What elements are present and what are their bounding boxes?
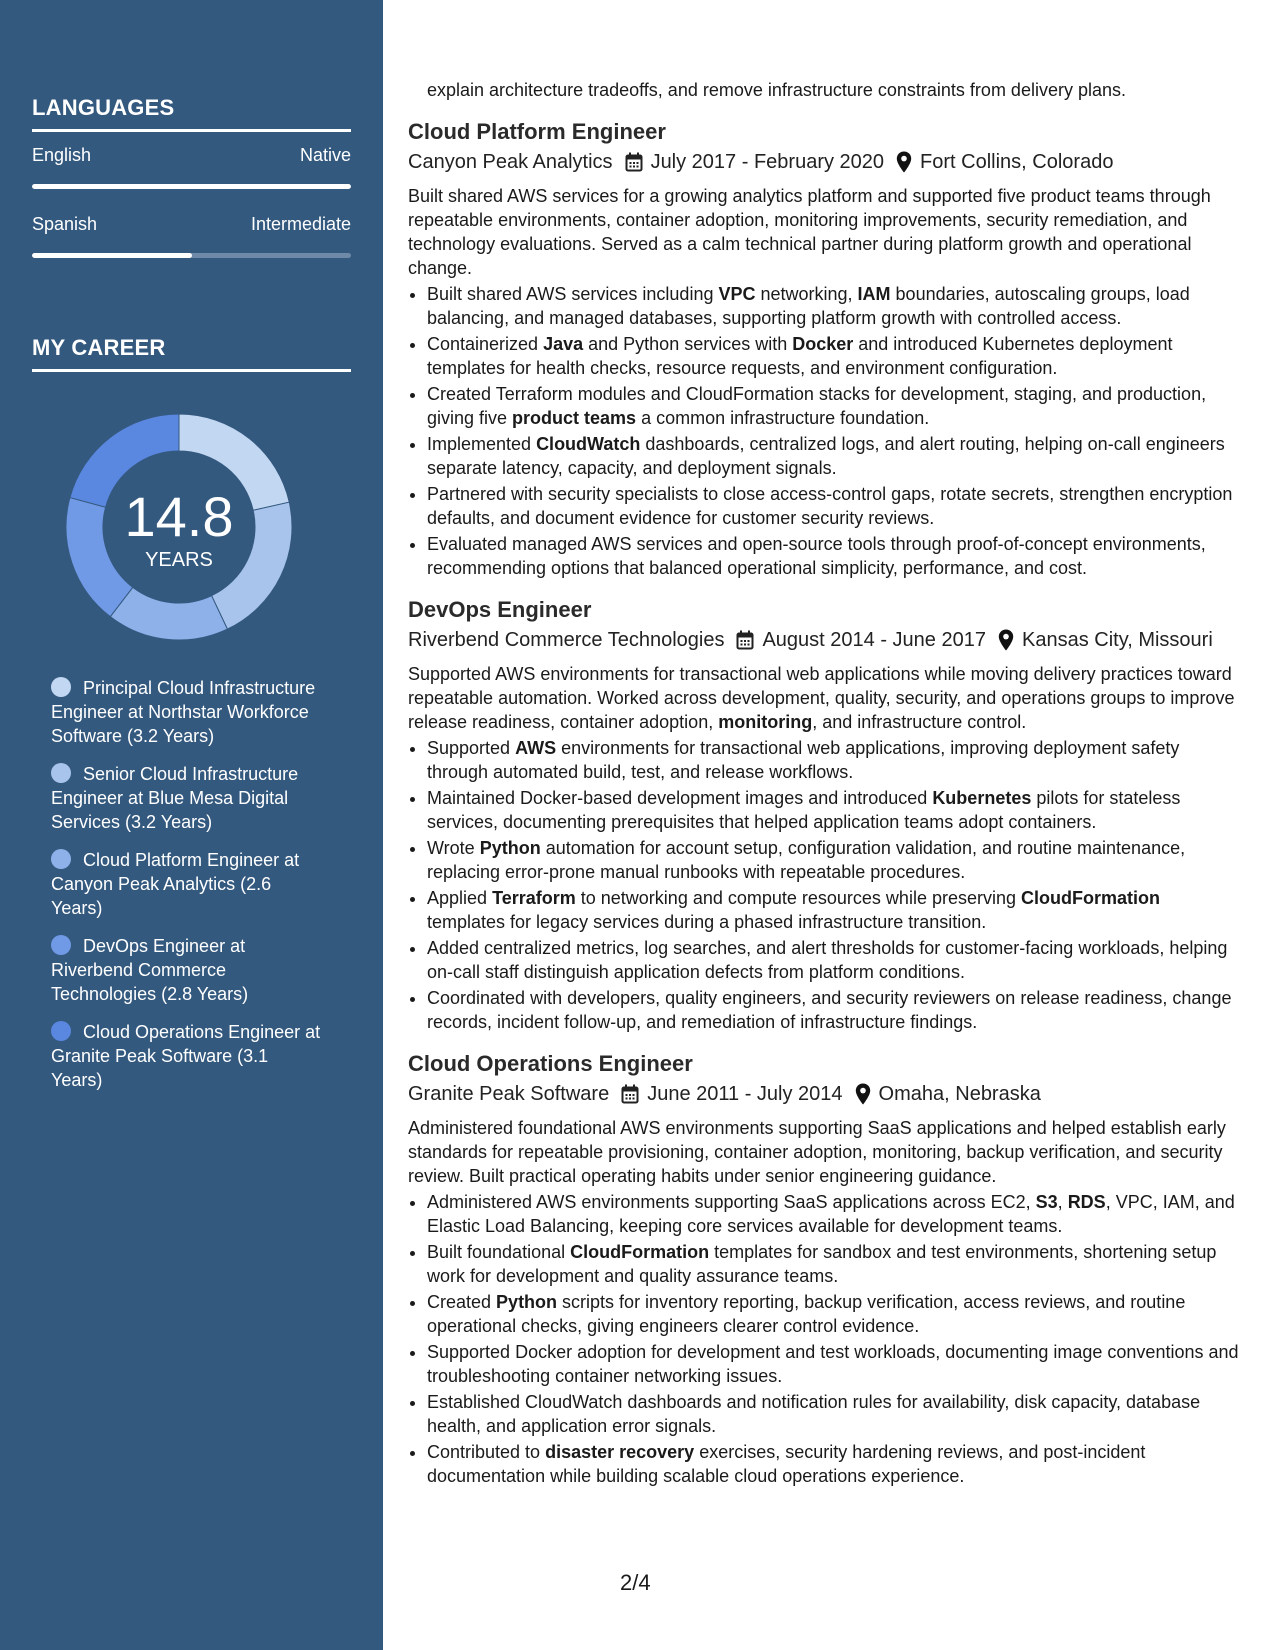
sidebar: [0, 0, 383, 1650]
job-bullet: • Partnered with security specialists to close access-control gaps, rotate secrets, strengthen encryption defaults, and document evidence for customer security reviews.: [427, 482, 1240, 530]
job-dates: August 2014 - June 2017: [762, 629, 986, 651]
calendar-icon: [621, 1084, 639, 1104]
legend-dot-icon: [51, 677, 71, 697]
job-bullet: • Evaluated managed AWS services and open-source tools through proof-of-concept environments, recommending options that balanced operational simplicity, performance, and cost.: [427, 532, 1240, 580]
language-row-english: [32, 145, 351, 166]
job-summary: Supported AWS environments for transactional web applications while moving delivery practices toward repeatable automation. Worked across development, quality, security, and operations groups to improve release readiness, container adoption, monitoring, and infrastructure control.: [408, 664, 1235, 732]
legend-dot-icon: [51, 763, 71, 783]
calendar-icon: [625, 152, 643, 172]
job-bullet: • Established CloudWatch dashboards and notification rules for availability, disk capacity, database health, and application error signals.: [427, 1390, 1240, 1438]
job-title: DevOps Engineer: [408, 597, 592, 622]
job-bullet: • Built foundational CloudFormation templates for sandbox and test environments, shortening setup work for development and quality assurance teams.: [427, 1240, 1240, 1288]
job-company: Granite Peak Software: [408, 1083, 610, 1105]
job-bullet: • Maintained Docker-based development images and introduced Kubernetes pilots for stateless services, documenting prerequisites that helped application teams adopt containers.: [427, 786, 1240, 834]
job-bullet: • Administered AWS environments supporting SaaS applications across EC2, S3, RDS, VPC, IAM, and Elastic Load Balancing, keeping core services available for development teams.: [427, 1190, 1240, 1238]
job-bullet: • Supported Docker adoption for development and test workloads, documenting image conventions and troubleshooting container networking issues.: [427, 1340, 1240, 1388]
total-years-unit: YEARS: [145, 548, 213, 571]
main-content: [408, 78, 1240, 1490]
language-bar-spanish: [32, 253, 351, 258]
languages-heading: LANGUAGES: [32, 95, 351, 132]
career-legend: [51, 676, 321, 1106]
career-legend-text: Senior Cloud Infrastructure Engineer at Blue Mesa Digital Services (3.2 Years): [51, 764, 299, 832]
job-bullet: • Contributed to disaster recovery exercises, security hardening reviews, and post-incident documentation while building scalable cloud operations experience.: [427, 1440, 1240, 1488]
job-meta: [408, 626, 1240, 654]
job-bullet: • Coordinated with developers, quality engineers, and security reviewers on release readiness, change records, incident follow-up, and remediation of infrastructure findings.: [427, 986, 1240, 1034]
location-pin-icon: [855, 1083, 871, 1105]
career-legend-item: [51, 762, 321, 834]
job-location: Fort Collins, Colorado: [920, 151, 1114, 173]
job-company: Canyon Peak Analytics: [408, 151, 613, 173]
job-meta: [408, 148, 1240, 176]
career-legend-item: [51, 1020, 321, 1092]
job-bullet: • Built shared AWS services including VPC networking, IAM boundaries, autoscaling groups, load balancing, and managed databases, supporting platform growth with controlled access.: [427, 282, 1240, 330]
language-level: Intermediate: [250, 214, 351, 234]
job-bullet: • Created Terraform modules and CloudFormation stacks for development, staging, and production, giving five product teams a common infrastructure foundation.: [427, 382, 1240, 430]
career-legend-item: [51, 934, 321, 1006]
job-title: Cloud Operations Engineer: [408, 1051, 693, 1076]
job-company: Riverbend Commerce Technologies: [408, 629, 725, 651]
job-bullets: [408, 736, 1240, 1034]
job-entry: [408, 596, 1240, 1034]
job-bullets: [408, 282, 1240, 580]
job-entry: [408, 1050, 1240, 1488]
career-legend-text: Cloud Operations Engineer at Granite Peak Software (3.1 Years): [51, 1022, 321, 1090]
language-bar-english: [32, 184, 351, 189]
job-summary: Built shared AWS services for a growing analytics platform and supported five product teams through repeatable environments, container adoption, monitoring improvements, security remediation, and technology evaluations. Served as a calm technical partner during platform growth and operational change.: [408, 186, 1211, 278]
job-bullet: • Supported AWS environments for transactional web applications, improving deployment safety through automated build, test, and release workflows.: [427, 736, 1240, 784]
career-legend-item: [51, 848, 321, 920]
language-bar-fill: [32, 184, 351, 189]
job-dates: July 2017 - February 2020: [650, 151, 885, 173]
jobs-list: [408, 118, 1240, 1488]
location-pin-icon: [896, 151, 912, 173]
career-legend-text: Principal Cloud Infrastructure Engineer at Northstar Workforce Software (3.2 Years): [51, 678, 316, 746]
donut-center: [66, 414, 292, 640]
legend-dot-icon: [51, 1021, 71, 1041]
job-bullet: • Applied Terraform to networking and compute resources while preserving CloudFormation templates for legacy services during a phased infrastructure transition.: [427, 886, 1240, 934]
career-legend-item: [51, 676, 321, 748]
job-location: Omaha, Nebraska: [878, 1083, 1041, 1105]
legend-dot-icon: [51, 935, 71, 955]
job-bullet: • Added centralized metrics, log searches, and alert thresholds for customer-facing workloads, helping on-call staff distinguish application defects from platform conditions.: [427, 936, 1240, 984]
job-meta: [408, 1080, 1240, 1108]
career-heading: MY CAREER: [32, 335, 351, 372]
job-summary: Administered foundational AWS environments supporting SaaS applications and helped establish early standards for repeatable provisioning, container adoption, monitoring, backup verification, and security review. Built practical operating habits under senior engineering guidance.: [408, 1118, 1226, 1186]
job-bullets: [408, 1190, 1240, 1488]
job-location: Kansas City, Missouri: [1021, 629, 1213, 651]
career-donut-chart: [66, 414, 292, 640]
language-name: English: [32, 145, 92, 165]
total-years-value: 14.8: [124, 484, 234, 548]
job-entry: [408, 118, 1240, 580]
language-bar-fill: [32, 253, 192, 258]
career-legend-text: Cloud Platform Engineer at Canyon Peak Analytics (2.6 Years): [51, 850, 300, 918]
career-legend-text: DevOps Engineer at Riverbend Commerce Technologies (2.8 Years): [51, 936, 249, 1004]
job-title: Cloud Platform Engineer: [408, 119, 666, 144]
job-bullet: • Implemented CloudWatch dashboards, centralized logs, and alert routing, helping on-call engineers separate latency, capacity, and deployment signals.: [427, 432, 1240, 480]
job-bullet: • Wrote Python automation for account setup, configuration validation, and routine maintenance, replacing error-prone manual runbooks with repeatable procedures.: [427, 836, 1240, 884]
job-dates: June 2011 - July 2014: [647, 1083, 843, 1105]
language-level: Native: [299, 145, 351, 165]
legend-dot-icon: [51, 849, 71, 869]
calendar-icon: [736, 630, 754, 650]
job-bullet: • Created Python scripts for inventory reporting, backup verification, access reviews, and routine operational checks, giving engineers clearer control evidence.: [427, 1290, 1240, 1338]
language-name: Spanish: [32, 214, 98, 234]
continuation-text: explain architecture tradeoffs, and remove infrastructure constraints from delivery plans.: [427, 80, 1126, 100]
page-number: 2/4: [620, 1570, 651, 1595]
language-row-spanish: [32, 214, 351, 235]
job-bullet: • Containerized Java and Python services with Docker and introduced Kubernetes deployment templates for health checks, resource requests, and environment configuration.: [427, 332, 1240, 380]
location-pin-icon: [998, 629, 1014, 651]
